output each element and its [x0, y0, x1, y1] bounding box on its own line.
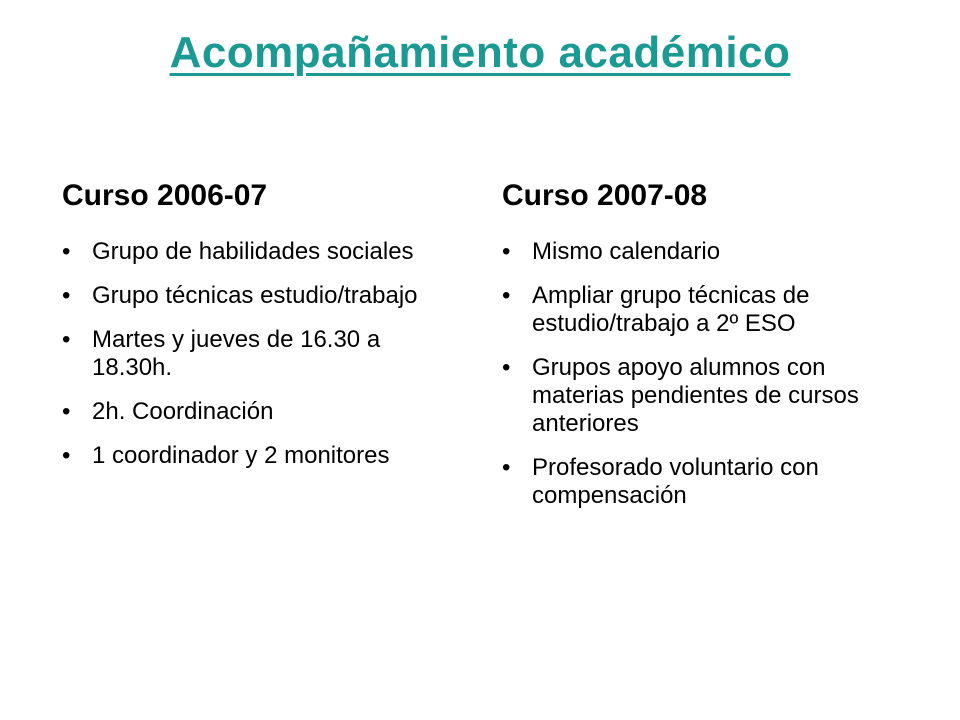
column-curso-2007-08 — [502, 176, 902, 526]
bullet-icon: • — [502, 454, 511, 481]
column-curso-2006-07 — [62, 176, 462, 486]
column-heading: Curso 2006-07 — [62, 179, 268, 212]
bullet-icon: • — [62, 442, 71, 469]
list-item — [62, 442, 462, 470]
bullet-icon: • — [62, 282, 71, 309]
bullet-list — [62, 238, 462, 470]
slide-title — [0, 28, 960, 78]
bullet-icon: • — [502, 282, 511, 309]
list-item-text: Martes y jueves de 16.30 a 18.30h. — [92, 326, 381, 381]
list-item — [62, 398, 462, 426]
list-item-text: Grupo técnicas estudio/trabajo — [92, 282, 418, 309]
bullet-icon: • — [62, 326, 71, 353]
list-item — [502, 238, 902, 266]
list-item — [62, 326, 462, 382]
column-heading: Curso 2007-08 — [502, 179, 708, 212]
list-item-text: Profesorado voluntario con compensación — [532, 454, 819, 509]
bullet-list — [502, 238, 902, 510]
list-item-text: Grupos apoyo alumnos con materias pendientes de cursos anteriores — [532, 354, 859, 437]
list-item-text: Grupo de habilidades sociales — [92, 238, 414, 265]
list-item — [502, 282, 902, 338]
slide-title-text: Acompañamiento académico — [169, 28, 791, 77]
list-item — [62, 282, 462, 310]
list-item-text: 2h. Coordinación — [92, 398, 274, 425]
list-item-text: Ampliar grupo técnicas de estudio/trabajo a 2º ESO — [532, 282, 810, 337]
bullet-icon: • — [502, 354, 511, 381]
list-item — [502, 354, 902, 438]
bullet-icon: • — [502, 238, 511, 265]
bullet-icon: • — [62, 238, 71, 265]
list-item — [502, 454, 902, 510]
list-item-text: Mismo calendario — [532, 238, 721, 265]
list-item-text: 1 coordinador y 2 monitores — [92, 442, 390, 469]
bullet-icon: • — [62, 398, 71, 425]
list-item — [62, 238, 462, 266]
